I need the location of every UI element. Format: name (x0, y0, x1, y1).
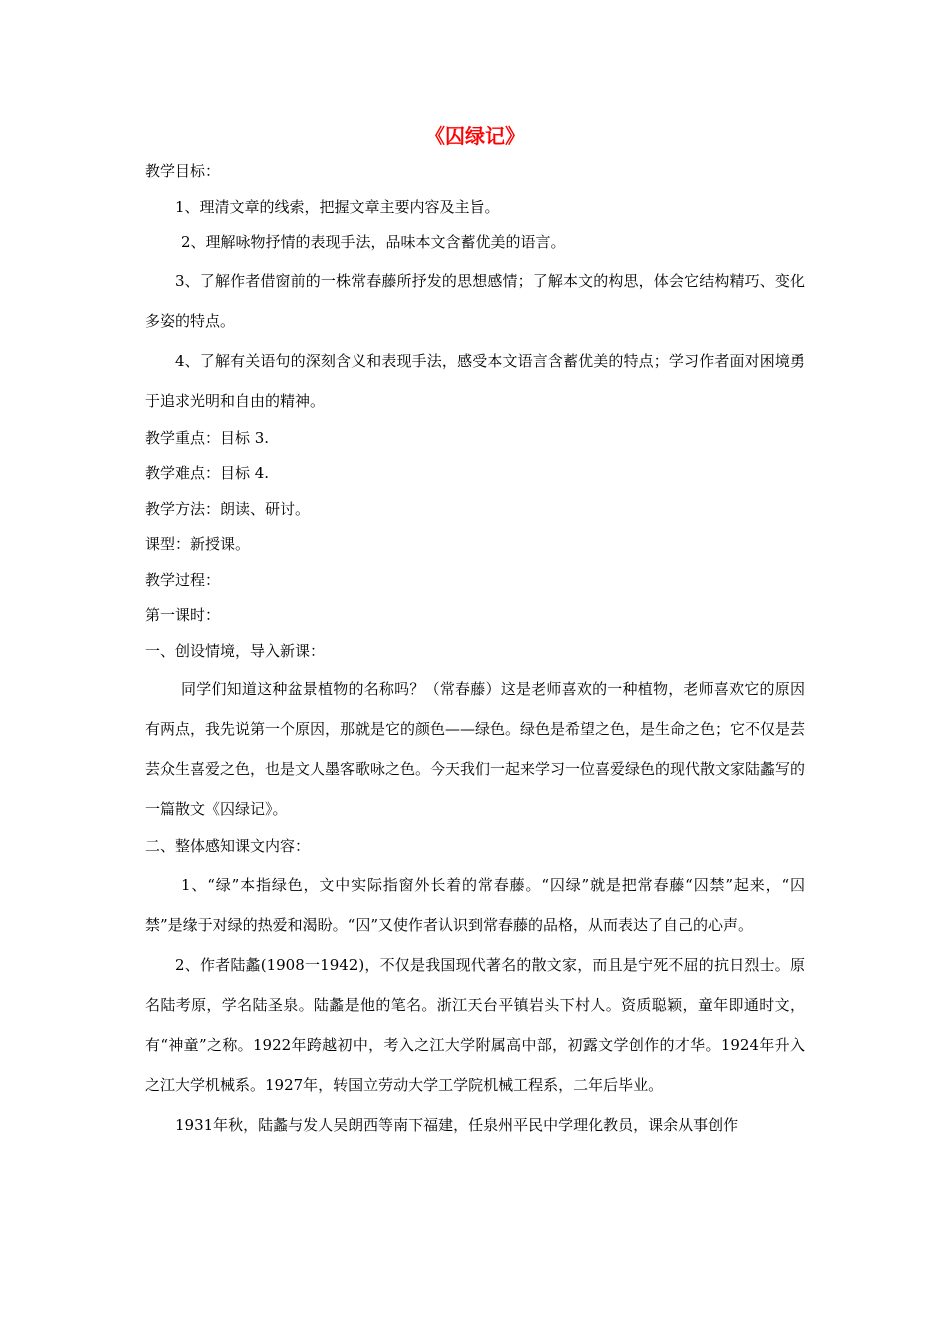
section2-item-3: 1931年秋，陆蠡与发人吴朗西等南下福建，任泉州平民中学理化教员，课余从事创作 (175, 1115, 739, 1134)
section2-item-1: 1、“绿”本指绿色，文中实际指窗外长着的常春藤。“囚绿”就是把常春藤“囚禁”起来，“囚禁”是缘于对绿的热爱和渴盼。“囚”又使作者认识到常春藤的品格，从而表达了自己的心声。 (145, 875, 805, 934)
objective-2: 2、理解咏物抒情的表现手法，品味本文含蓄优美的语言。 (181, 233, 566, 251)
difficulty: 教学难点：目标 4. (145, 464, 270, 482)
objective-1: 1、理清文章的线索，把握文章主要内容及主旨。 (175, 197, 500, 216)
teaching-method: 教学方法：朗读、研讨。 (145, 499, 311, 518)
document-page (145, 118, 805, 1145)
objective-3: 3、了解作者借窗前的一株常春藤所抒发的思想感情；了解本文的构思，体会它结构精巧、变化多姿的特点。 (145, 271, 805, 330)
period-heading: 第一课时： (145, 606, 221, 624)
objectives-heading: 教学目标： (145, 162, 221, 180)
section1-heading: 一、创设情境，导入新课： (145, 641, 326, 660)
lesson-type: 课型：新授课。 (145, 535, 251, 553)
section1-text: 同学们知道这种盆景植物的名称吗？（常春藤）这是老师喜欢的一种植物，老师喜欢它的原因有两点，我先说第一个原因，那就是它的颜色——绿色。绿色是希望之色，是生命之色；它不仅是芸芸众生喜爱之色，也是文人墨客歌咏之色。今天我们一起来学习一位喜爱绿色的现代散文家陆蠡写的一篇散文《囚绿记》。 (145, 680, 806, 818)
process-heading: 教学过程： (145, 570, 221, 589)
key-point: 教学重点：目标 3. (145, 428, 270, 447)
section2-item-2: 2、作者陆蠡(1908一1942)，不仅是我国现代著名的散文家，而且是宁死不屈的抗日烈士。原名陆考原，学名陆圣泉。陆蠡是他的笔名。浙江天台平镇岩头下村人。资质聪颖，童年即通时文，有“神童”之称。1922年跨越初中，考入之江大学附属高中部，初露文学创作的才华。1924年升入之江大学机械系。1927年，转国立劳动大学工学院机械工程系，二年后毕业。 (145, 955, 805, 1094)
objective-4: 4、了解有关语句的深刻含义和表现手法，感受本文语言含蓄优美的特点；学习作者面对困境勇于追求光明和自由的精神。 (145, 351, 805, 410)
section2-heading: 二、整体感知课文内容： (145, 837, 311, 855)
document-title: 《囚绿记》 (425, 124, 525, 148)
